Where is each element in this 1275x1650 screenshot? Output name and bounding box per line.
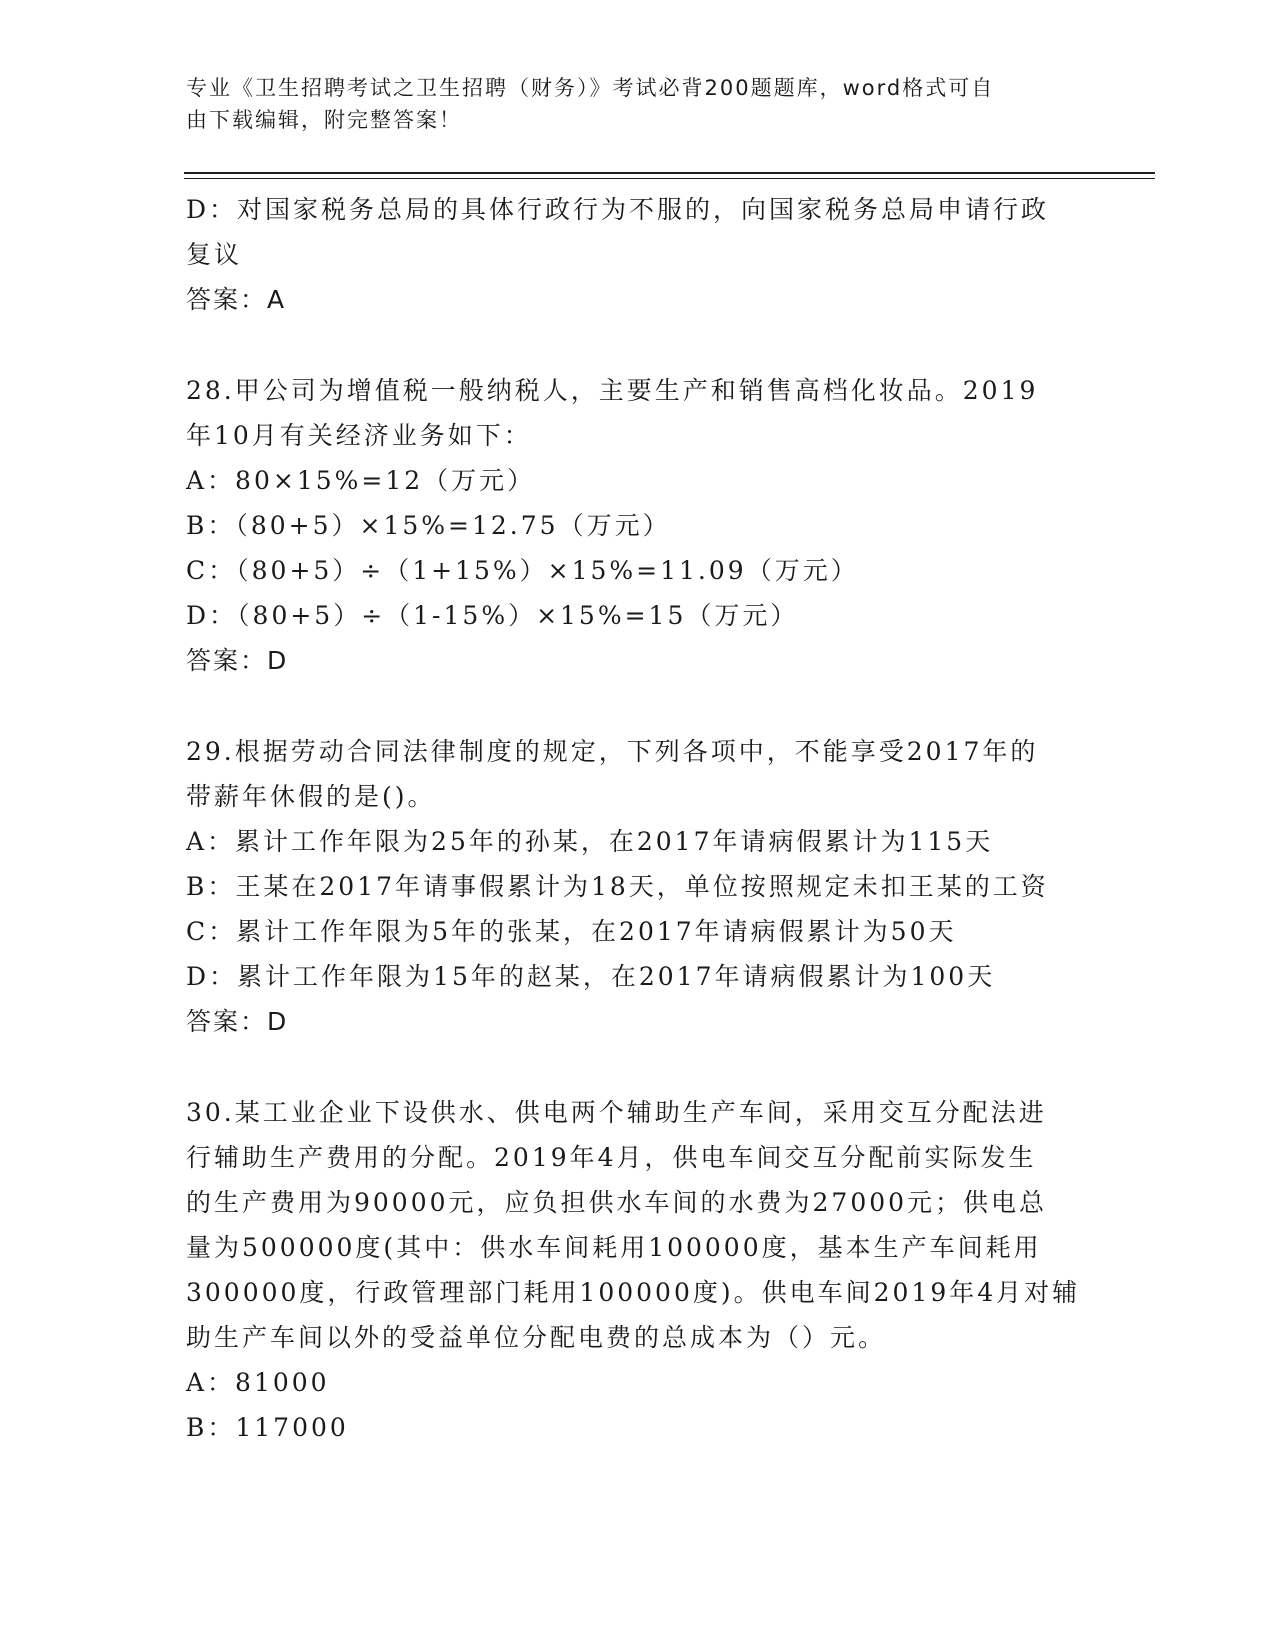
q30-stem-line-2: 行辅助生产费用的分配。2019年4月，供电车间交互分配前实际发生 — [186, 1143, 1037, 1172]
q28-option-c: C：（80+5）÷（1+15%）×15%=11.09（万元） — [186, 556, 859, 585]
q29-option-b: B：王某在2017年请事假累计为18天，单位按照规定未扣王某的工资 — [186, 872, 1049, 901]
q29-option-a: A：累计工作年限为25年的孙某，在2017年请病假累计为115天 — [186, 827, 994, 856]
q28-option-a: A：80×15%=12（万元） — [186, 466, 536, 495]
spacer — [186, 683, 1086, 729]
q30-stem-line-4: 量为500000度(其中：供水车间耗用100000度，基本生产车间耗用 — [186, 1233, 1042, 1262]
q27-option-d-line-1: D：对国家税务总局的具体行政行为不服的，向国家税务总局申请行政 — [186, 195, 1050, 224]
question-28 — [186, 368, 1086, 683]
q28-stem-line-1: 28.甲公司为增值税一般纳税人，主要生产和销售高档化妆品。2019 — [186, 376, 1039, 405]
q29-stem-line-1: 29.根据劳动合同法律制度的规定，下列各项中，不能享受2017年的 — [186, 737, 1039, 766]
header-line-1: 专业《卫生招聘考试之卫生招聘（财务）》考试必背200题题库，word格式可自 — [186, 76, 995, 100]
q29-option-c: C：累计工作年限为5年的张某，在2017年请病假累计为50天 — [186, 917, 957, 946]
q29-option-d: D：累计工作年限为15年的赵某，在2017年请病假累计为100天 — [186, 962, 996, 991]
q30-option-a: A：81000 — [186, 1368, 330, 1397]
page-header — [186, 72, 1066, 136]
q28-option-b: B：（80+5）×15%=12.75（万元） — [186, 511, 671, 540]
question-30 — [186, 1090, 1086, 1450]
q27-option-d-line-2: 复议 — [186, 240, 243, 269]
question-27 — [186, 187, 1086, 322]
q29-answer: 答案：D — [186, 1007, 289, 1036]
q30-stem-line-3: 的生产费用为90000元，应负担供水车间的水费为27000元；供电总 — [186, 1188, 1048, 1217]
q29-stem-line-2: 带薪年休假的是()。 — [186, 782, 436, 811]
header-line-2: 由下载编辑，附完整答案！ — [186, 108, 462, 132]
q30-stem-line-5: 300000度，行政管理部门耗用100000度)。供电车间2019年4月对辅 — [186, 1278, 1081, 1307]
q28-option-d: D：（80+5）÷（1-15%）×15%=15（万元） — [186, 601, 799, 630]
header-divider-thin — [184, 178, 1155, 179]
header-divider-thick — [184, 172, 1155, 174]
q30-option-b: B：117000 — [186, 1413, 349, 1442]
q28-answer: 答案：D — [186, 646, 289, 675]
question-29 — [186, 729, 1086, 1044]
spacer — [186, 322, 1086, 368]
q30-stem-line-6: 助生产车间以外的受益单位分配电费的总成本为（）元。 — [186, 1323, 887, 1352]
q30-stem-line-1: 30.某工业企业下设供水、供电两个辅助生产车间，采用交互分配法进 — [186, 1098, 1047, 1127]
q28-stem-line-2: 年10月有关经济业务如下： — [186, 421, 532, 450]
spacer — [186, 1044, 1086, 1090]
q27-answer: 答案：A — [186, 285, 287, 314]
document-body — [186, 187, 1086, 1450]
